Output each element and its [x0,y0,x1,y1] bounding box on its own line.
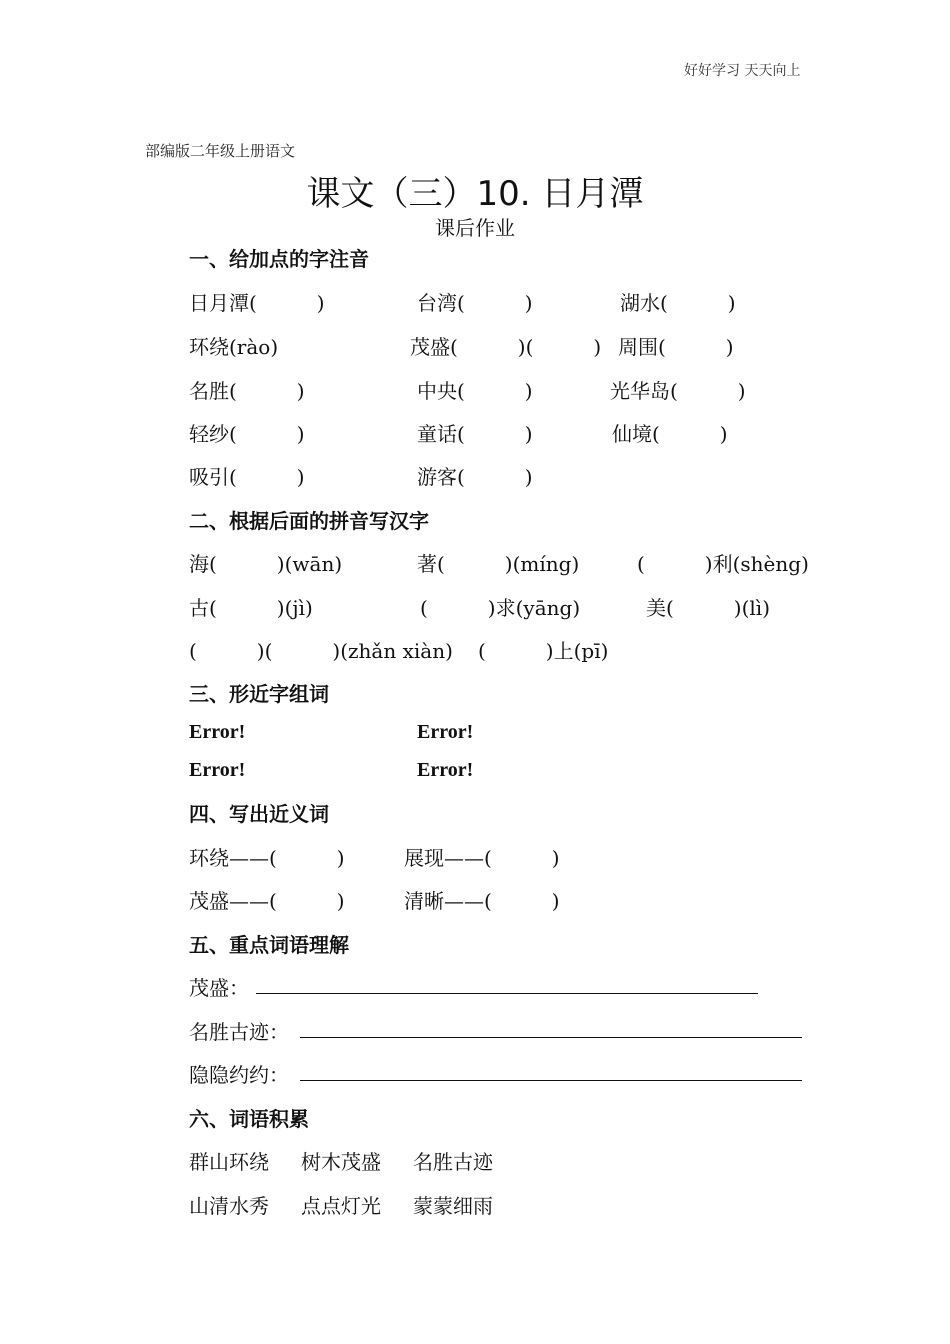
section-3-heading: 三、形近字组词 [189,682,329,706]
error-text: Error! [417,721,474,743]
s1-item: 湖水( ) [620,291,736,315]
s4-item: 茂盛——( ) [189,889,345,913]
idiom: 点点灯光 [301,1194,381,1218]
s1-item: 仙境( ) [612,422,728,446]
s1-item: 名胜( ) [189,379,305,403]
page-subtitle: 课后作业 [435,216,515,240]
subject-label: 部编版二年级上册语文 [145,142,296,160]
s2-item: 著( )(míng) [417,552,580,576]
section-2-heading: 二、根据后面的拼音写汉字 [189,509,429,533]
s2-item: 美( )(lì) [646,596,771,620]
s2-item: ( )上(pī) [478,639,609,663]
s1-item: 日月潭( ) [189,291,325,315]
term-label: 隐隐约约： [189,1063,289,1087]
idiom: 山清水秀 [189,1194,269,1218]
s1-item: 台湾( ) [417,291,533,315]
error-text: Error! [189,721,246,743]
term-label: 名胜古迹： [189,1020,289,1044]
section-1-heading: 一、给加点的字注音 [189,247,369,271]
answer-line[interactable] [256,993,758,994]
error-text: Error! [189,759,246,781]
header-motto: 好好学习 天天向上 [684,63,801,79]
s1-item: 中央( ) [417,379,533,403]
section-6-heading: 六、词语积累 [189,1107,309,1131]
idiom: 树木茂盛 [301,1150,381,1174]
s2-item: 古( )(jì) [189,596,313,620]
section-5-heading: 五、重点词语理解 [189,933,349,957]
s1-item: 环绕(rào) [189,335,279,359]
error-text: Error! [417,759,474,781]
page-title: 课文（三）10. 日月潭 [306,174,644,214]
s1-item: 吸引( ) [189,465,305,489]
s1-item: 光华岛( ) [610,379,746,403]
answer-line[interactable] [300,1080,802,1081]
s4-item: 展现——( ) [404,846,560,870]
idiom: 蒙蒙细雨 [413,1194,493,1218]
idiom: 名胜古迹 [413,1150,493,1174]
s1-item: 轻纱( ) [189,422,305,446]
s1-item: 童话( ) [417,422,533,446]
section-4-heading: 四、写出近义词 [189,802,329,826]
s2-item: 海( )(wān) [189,552,343,576]
s2-item: ( )( )(zhǎn xiàn) [189,639,453,663]
answer-line[interactable] [300,1037,802,1038]
s1-item: 游客( ) [417,465,533,489]
s2-item: ( )利(shèng) [637,552,809,576]
s1-item: 茂盛( )( ) [410,335,602,359]
s1-item: 周围( ) [618,335,734,359]
s2-item: ( )求(yāng) [420,596,581,620]
s4-item: 清晰——( ) [404,889,560,913]
s4-item: 环绕——( ) [189,846,345,870]
idiom: 群山环绕 [189,1150,269,1174]
term-label: 茂盛： [189,976,249,1000]
